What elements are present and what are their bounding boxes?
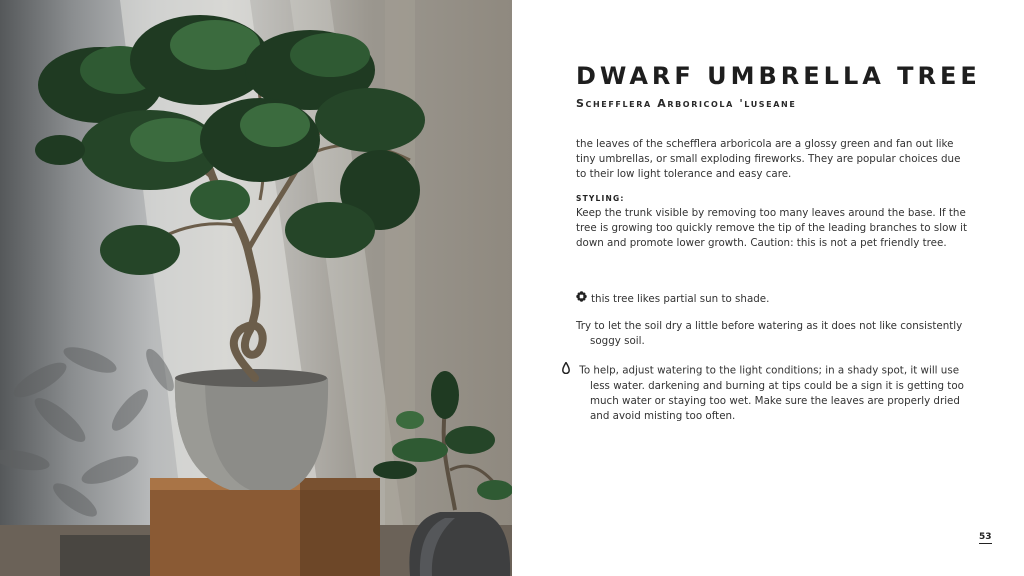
intro-paragraph: the leaves of the schefflera arboricola are a glossy green and fan out like tiny umbrellas, or small exploding fireworks. They are popular choices due to their low light tolerance and easy care.: [576, 138, 961, 180]
botanical-name: Schefflera Arboricola 'luseane: [576, 97, 797, 110]
sun-flower-icon: [576, 291, 587, 307]
water-text: To help, adjust watering to the light conditions; in a shady spot, it will use less water. darkening and burning at tips could be a sign it is getting too much water or staying too wet. Make sure the leaves are properly dried and avoid misting too often.: [579, 364, 964, 422]
stand-shadow: [300, 478, 380, 576]
page-title: DWARF UMBRELLA TREE: [576, 62, 981, 90]
page-number: 53: [979, 532, 992, 542]
styling-heading: STYLING:: [576, 194, 625, 203]
text-page: [512, 0, 1024, 576]
sun-text: this tree likes partial sun to shade.: [591, 292, 770, 305]
watering-paragraph: [576, 362, 982, 424]
wall-edge-shadow: [385, 0, 415, 576]
sun-requirement: [576, 291, 968, 307]
styling-paragraph: Keep the trunk visible by removing too many leaves around the base. If the tree is growing too quickly remove the tip of the leading branches to slow it down and promote lower growth. Caution: this is not a pet friendly tree.: [576, 207, 967, 249]
soil-paragraph: Try to let the soil dry a little before watering as it does not like consistently soggy soil.: [576, 320, 963, 347]
